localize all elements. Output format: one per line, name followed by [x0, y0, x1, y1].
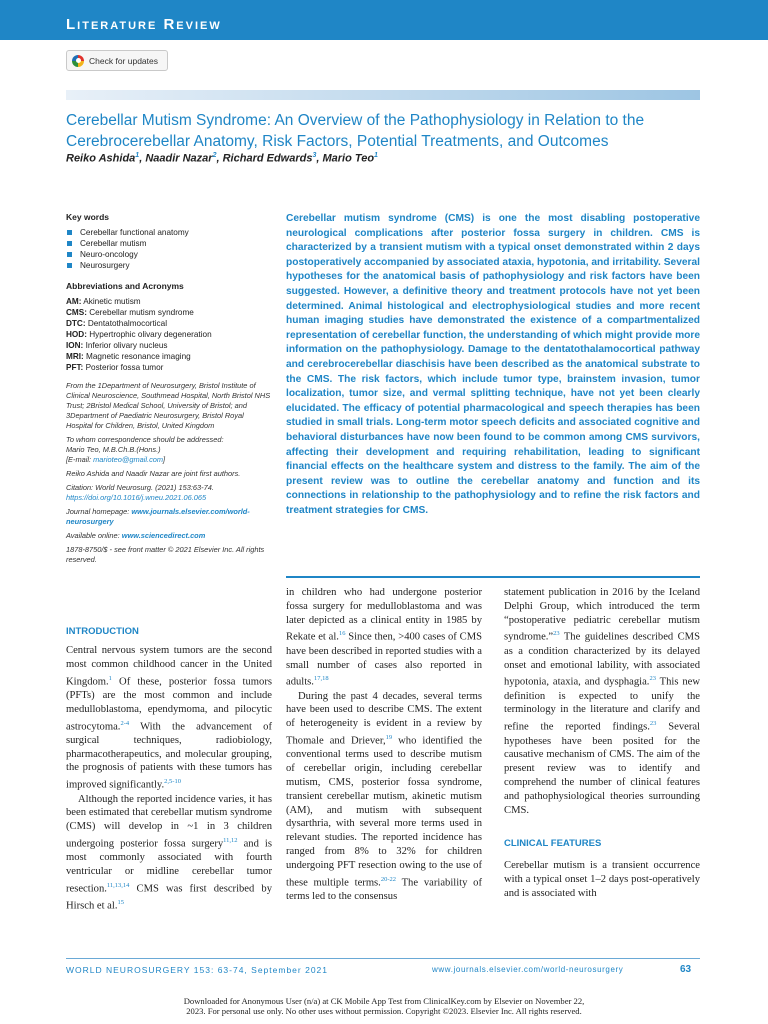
- reference-link[interactable]: 16: [338, 630, 346, 638]
- author-name: Mario Teo: [322, 152, 375, 165]
- section-header-bar: [0, 0, 768, 40]
- abbreviation-item: AM: Akinetic mutism: [66, 297, 141, 306]
- reference-link[interactable]: 11,12: [223, 836, 238, 844]
- author-name: Richard Edwards: [222, 152, 313, 165]
- body-column-1: [66, 644, 272, 914]
- joint-authors-note: Reiko Ashida and Naadir Nazar are joint first authors.: [66, 469, 241, 478]
- reference-link[interactable]: 20-22: [380, 875, 396, 883]
- reference-link[interactable]: 23: [649, 720, 657, 728]
- clinical-features-heading: CLINICAL FEATURES: [504, 838, 602, 850]
- check-for-updates-label: Check for updates: [89, 55, 158, 66]
- paragraph: statement publication in 2016 by the Iceland Delphi Group, which introduced the term “postoperative pediatric cerebellar mutism syndrome.”$^{23}$ The guidelines described CMS as a condition characterized by its delayed onset and emotional lability, with associated hypotonia, ataxia, and dysphagia.$^{23}$ This new definition is expected to unify the terminology in the literature and clarify and refine the reported findings.$^{23}$ Several hypotheses have been posited for the causative mechanism of CMS. The aim of the present review was to identify and comprehend the number of clinical features and pathophysiological theories surrounding CMS.: [504, 587, 700, 816]
- abbreviation-item: MRI: Magnetic resonance imaging: [66, 352, 191, 361]
- reference-link[interactable]: 2-4: [120, 719, 130, 727]
- paragraph: Central nervous system tumors are the second most common childhood cancer in the United Kingdom.$^1$ Of these, posterior fossa tumors (PFTs) are the most common and include medulloblastoma, ependymoma, and pilocytic astrocytoma.$^{2-4}$ With the advancement of surgical techniques, radiobiology, pharmacotherapeutics, and molecular grouping, the prognosis of patients with these tumors has improved significantly.$^{2,5-10}$: [66, 645, 272, 791]
- reference-link[interactable]: 19: [385, 734, 393, 742]
- page-number: 63: [680, 964, 692, 975]
- reference-link[interactable]: 11,13,14: [106, 881, 130, 889]
- body-column-2: [286, 586, 482, 904]
- paragraph: Although the reported incidence varies, it has been estimated that cerebellar mutism syndrome (CMS) will develop in ~1 in 3 children undergoing posterior fossa surgery$^{11,12}$ and is most commonly associated with fourth ventricular or midline cerebellar tumor resection.$^{11,13,14}$ CMS was first described by Hirsch et al.$^{15}$: [66, 793, 272, 912]
- doi-link[interactable]: https://doi.org/10.1016/j.wneu.2021.06.065: [66, 493, 207, 502]
- journal-homepage-link[interactable]: www.journals.elsevier.com/world-neurosurgery: [66, 507, 250, 526]
- abstract-divider: [286, 576, 700, 578]
- affiliations: From the 1Department of Neurosurgery, Bristol Institute of Clinical Neuroscience, Southmead Hospital, North Bristol NHS Trust; 2Bristol Medical School, University of Bristol; and 3Department of Paediatric Neurosurgery, Bristol Royal Hospital for Children, Bristol, United Kingdom: [66, 381, 271, 430]
- reference-link[interactable]: 23: [649, 675, 656, 683]
- paragraph: Cerebellar mutism is a transient occurrence with a typical onset 1–2 days post-operatively and is associated with: [504, 860, 700, 899]
- keywords-list: [66, 227, 272, 271]
- reference-link[interactable]: 2,5-10: [164, 778, 181, 786]
- reference-link[interactable]: 23: [553, 630, 560, 638]
- author-name: Naadir Nazar: [145, 152, 213, 165]
- abbreviation-item: PFT: Posterior fossa tumor: [66, 363, 164, 372]
- article-sidebar: [66, 212, 272, 569]
- section-label: Literature Review: [66, 16, 222, 33]
- author-affiliation-mark: 2: [212, 152, 217, 159]
- available-online: Available online: www.sciencedirect.com: [66, 531, 206, 540]
- author-list: Reiko Ashida$^1$, Naadir Nazar$^2$, Richard Edwards$^3$, Mario Teo$^1$: [66, 152, 378, 165]
- sciencedirect-link[interactable]: www.sciencedirect.com: [121, 531, 206, 540]
- article-title: Cerebellar Mutism Syndrome: An Overview of the Pathophysiology in Relation to the Cerebrocerebellar Anatomy, Risk Factors, Potential Treatments, and Outcomes: [66, 112, 645, 150]
- body-column-3: [504, 586, 700, 901]
- abbreviations-heading: Abbreviations and Acronyms: [66, 281, 184, 291]
- author-name: Reiko Ashida: [66, 152, 136, 165]
- abbreviation-item: CMS: Cerebellar mutism syndrome: [66, 308, 194, 317]
- author-affiliation-mark: 1: [135, 152, 140, 159]
- abbreviations-list: [66, 296, 272, 373]
- abbreviation-item: DTC: Dentatothalmocortical: [66, 319, 168, 328]
- crossmark-icon: [72, 55, 84, 67]
- copyright: 1878-8750/$ - see front matter © 2021 Elsevier Inc. All rights reserved.: [66, 545, 265, 564]
- author-affiliation-mark: 3: [312, 152, 317, 159]
- author-affiliation-mark: 1: [374, 152, 378, 159]
- abbreviation-item: HOD: Hypertrophic olivary degeneration: [66, 330, 212, 339]
- download-notice: Downloaded for Anonymous User (n/a) at CK Mobile App Test from ClinicalKey.com by Elsevier on November 22, 2023. For personal use only. No other uses without permission. Copyright ©2023. Elsevier Inc. All rights reserved.: [183, 996, 585, 1016]
- keyword-item: Cerebellar mutism: [66, 238, 272, 249]
- keyword-item: Cerebellar functional anatomy: [66, 227, 272, 238]
- paragraph: in children who had undergone posterior fossa surgery for medulloblastoma and was later depicted as a clinical entity in 1985 by Rekate et al.$^{16}$ Since then, >400 cases of CMS have been described in reported studies with a small number of cases also reported in adults.$^{17,18}$: [286, 587, 483, 688]
- title-divider: [66, 90, 700, 100]
- keyword-item: Neuro-oncology: [66, 249, 272, 260]
- footer-divider: [66, 958, 700, 959]
- introduction-heading: INTRODUCTION: [66, 626, 139, 637]
- correspondence: To whom correspondence should be addressed: Mario Teo, M.B.Ch.B.(Hons.) [E-mail: marioteo@gmail.com]: [66, 435, 224, 464]
- reference-link[interactable]: 17,18: [313, 675, 329, 683]
- journal-footer-link[interactable]: www.journals.elsevier.com/world-neurosurgery: [432, 965, 624, 974]
- abbreviation-item: ION: Inferior olivary nucleus: [66, 341, 168, 350]
- abstract: Cerebellar mutism syndrome (CMS) is one the most disabling postoperative neurological complications after posterior fossa surgery in children. CMS is characterized by a transient mutism with a typical onset demonstrated within 2 days postoperatively accompanied by associated ataxia, hypotonia, and irritability. Several hypotheses for the anatomical basis of pathophysiology and risk factors have been suggested. However, a definitive theory and treatment protocols have not yet been determined. Animal histological and electrophysiological studies and more recent human imaging studies have demonstrated the existence of a compartmentalized representation of cerebellar function, the understanding of which might provide more information on the pathophysiology. Damage to the dentatothalamocortical pathway and cerebrocerebellar diaschisis have been described as the anatomical substrate to the CMS. The risk factors, which include tumor type, brainstem invasion, tumor localization, tumor size, and vermal splitting technique, have not yet been clearly elucidated. The efficacy of potential pharmacological and speech therapies has been studied in small trials. Long-term motor speech deficits and associated cognitive and behavioral disturbances have now been found to be common among CMS survivors, affecting their development and requiring rehabilitation, leading to significant financial effects on the healthcare system and distress to the family. The aim of the present review was to outline the cerebellar anatomy and function and its connections in relationship to the pathophysiology and to refine the risk factors and treatment strategies for CMS.: [286, 213, 700, 516]
- keywords-heading: Key words: [66, 212, 109, 222]
- check-for-updates-button[interactable]: [66, 50, 168, 71]
- keyword-item: Neurosurgery: [66, 260, 272, 271]
- reference-link[interactable]: 15: [117, 899, 124, 907]
- email-link[interactable]: marioteo@gmail.com: [93, 455, 164, 464]
- paragraph: During the past 4 decades, several terms have been used to describe CMS. The extent of heterogeneity is evident in a review by Thomale and Driever,$^{19}$ who identified the conventional terms used to describe mutism of cerebellar origin, including cerebellar mutism, CMS, posterior fossa syndrome, transient cerebellar mutism, akinetic mutism (AM), and mutism with subsequent dysarthria, with several more terms used in relevant studies. The reported incidence has ranged from 8% to 32% for children undergoing PFT resection owing to the use of these multiple terms.$^{20-22}$ The variability of terms led to the consensus: [286, 690, 482, 902]
- reference-link[interactable]: 1: [108, 674, 112, 682]
- citation: Citation: World Neurosurg. (2021) 153:63-74. https://doi.org/10.1016/j.wneu.2021.06.065: [66, 483, 272, 503]
- journal-footer: WORLD NEUROSURGERY 153: 63-74, September 2021: [66, 965, 329, 975]
- journal-homepage: Journal homepage: www.journals.elsevier.com/world-neurosurgery: [66, 507, 250, 526]
